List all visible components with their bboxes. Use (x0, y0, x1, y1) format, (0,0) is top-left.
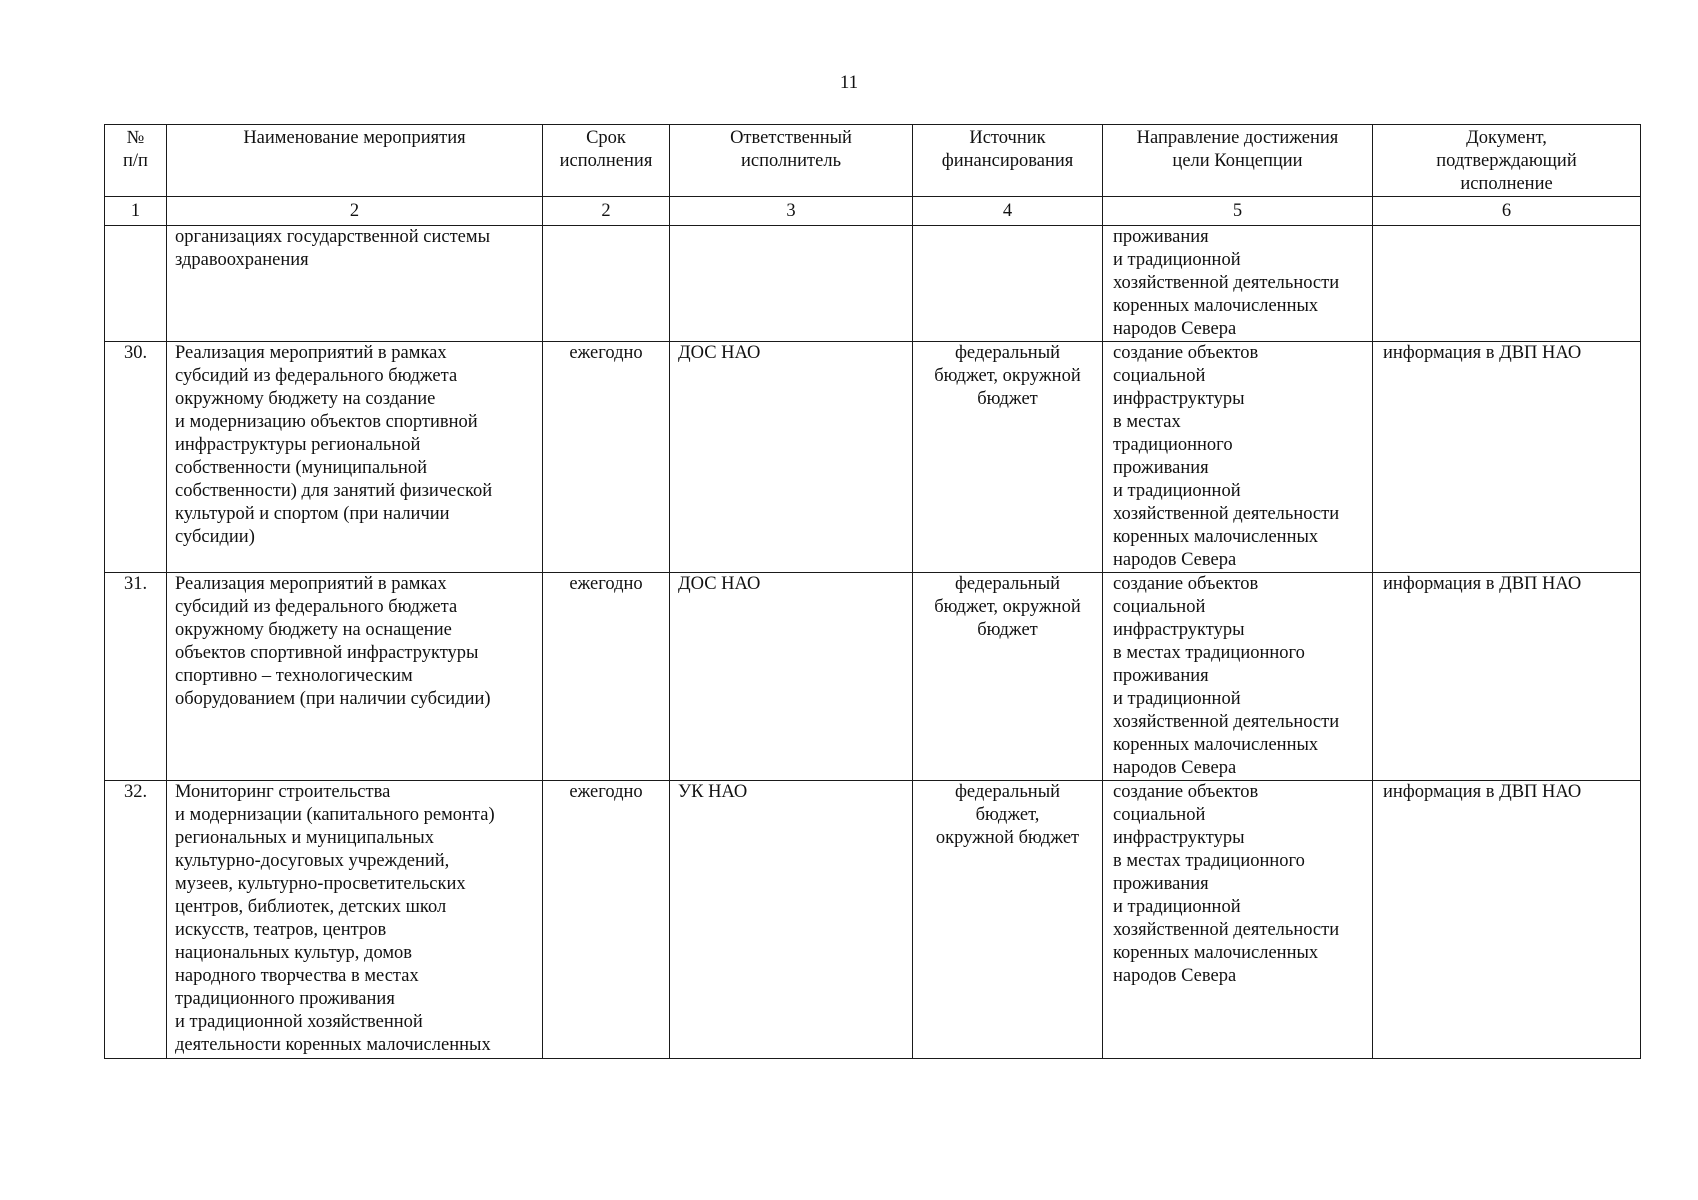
confirming-document: информация в ДВП НАО (1373, 573, 1641, 781)
goal-direction: создание объектов социальной инфраструктуры в местах традиционного проживания и традиционной хозяйственной деятельности коренных малочисленных народов Севера (1103, 573, 1373, 781)
confirming-document (1373, 226, 1641, 342)
execution-term: ежегодно (543, 781, 670, 1059)
column-number: 2 (167, 197, 543, 226)
funding-source: федеральный бюджет, окружной бюджет (913, 781, 1103, 1059)
header-name: Наименование мероприятия (167, 125, 543, 197)
execution-term: ежегодно (543, 573, 670, 781)
header-executor: Ответственный исполнитель (670, 125, 913, 197)
header-term: Срок исполнения (543, 125, 670, 197)
goal-direction: создание объектов социальной инфраструктуры в местах традиционного проживания и традиционной хозяйственной деятельности коренных малочисленных народов Севера (1103, 342, 1373, 573)
row-number: 30. (105, 342, 167, 573)
row-number: 31. (105, 573, 167, 781)
row-number (105, 226, 167, 342)
table-row (105, 573, 1641, 781)
header-num: № п/п (105, 125, 167, 197)
funding-source: федеральный бюджет, окружной бюджет (913, 342, 1103, 573)
column-number: 2 (543, 197, 670, 226)
column-number: 5 (1103, 197, 1373, 226)
goal-direction: проживания и традиционной хозяйственной деятельности коренных малочисленных народов Севера (1103, 226, 1373, 342)
measure-name: Мониторинг строительства и модернизации (капитального ремонта) региональных и муниципальных культурно-досуговых учреждений, музеев, культурно-просветительских центров, библиотек, детских школ искусств, театров, центров национальных культур, домов народного творчества в местах традиционного проживания и традиционной хозяйственной деятельности коренных малочисленных (167, 781, 543, 1059)
table-row (105, 226, 1641, 342)
column-number-row (105, 197, 1641, 226)
column-number: 1 (105, 197, 167, 226)
funding-source: федеральный бюджет, окружной бюджет (913, 573, 1103, 781)
confirming-document: информация в ДВП НАО (1373, 781, 1641, 1059)
measure-name: Реализация мероприятий в рамках субсидий из федерального бюджета окружному бюджету на создание и модернизацию объектов спортивной инфраструктуры региональной собственности (муниципальной собственности) для занятий физической культурой и спортом (при наличии субсидии) (167, 342, 543, 573)
row-number: 32. (105, 781, 167, 1059)
measure-name: Реализация мероприятий в рамках субсидий из федерального бюджета окружному бюджету на оснащение объектов спортивной инфраструктуры спортивно – технологическим оборудованием (при наличии субсидии) (167, 573, 543, 781)
table-row (105, 342, 1641, 573)
measures-table (104, 124, 1641, 1059)
responsible-executor: ДОС НАО (670, 573, 913, 781)
confirming-document: информация в ДВП НАО (1373, 342, 1641, 573)
page-number: 11 (839, 72, 859, 93)
column-number: 6 (1373, 197, 1641, 226)
header-document: Документ, подтверждающий исполнение (1373, 125, 1641, 197)
table-row (105, 781, 1641, 1059)
table-header-row (105, 125, 1641, 197)
responsible-executor: ДОС НАО (670, 342, 913, 573)
column-number: 4 (913, 197, 1103, 226)
responsible-executor (670, 226, 913, 342)
execution-term: ежегодно (543, 342, 670, 573)
measure-name: организациях государственной системы здравоохранения (167, 226, 543, 342)
goal-direction: создание объектов социальной инфраструктуры в местах традиционного проживания и традиционной хозяйственной деятельности коренных малочисленных народов Севера (1103, 781, 1373, 1059)
funding-source (913, 226, 1103, 342)
execution-term (543, 226, 670, 342)
header-source: Источник финансирования (913, 125, 1103, 197)
header-direction: Направление достижения цели Концепции (1103, 125, 1373, 197)
responsible-executor: УК НАО (670, 781, 913, 1059)
column-number: 3 (670, 197, 913, 226)
